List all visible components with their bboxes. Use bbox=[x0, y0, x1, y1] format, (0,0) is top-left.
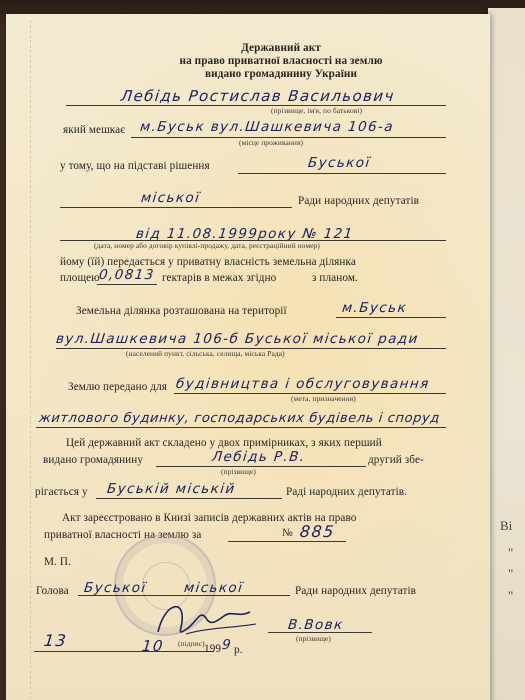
copies-line-1: Цей державний акт складено у двох примірниках, з яких перший bbox=[66, 437, 382, 449]
area-suffix: гектарів в межах згідно bbox=[162, 272, 277, 284]
title-line-2: на право приватної власності на землю bbox=[179, 55, 383, 67]
location-value-2: вул.Шашкевича 106-б Буської міської ради bbox=[55, 331, 420, 347]
decision-line-2 bbox=[60, 207, 292, 208]
date-suffix: р. bbox=[234, 644, 243, 656]
head-council-label: Ради народних депутатів bbox=[295, 585, 417, 597]
residence-caption: (місце проживання) bbox=[239, 138, 304, 147]
state-act-sheet bbox=[6, 14, 490, 700]
decision-line-1 bbox=[238, 173, 446, 174]
area-value: 0,0813 bbox=[98, 267, 156, 283]
purpose-value-2: житлового будинку, господарських будівель і споруд bbox=[38, 411, 441, 426]
location-label: Земельна ділянка розташована на території bbox=[76, 305, 287, 317]
copies-issued-line bbox=[156, 466, 366, 467]
date-line bbox=[34, 651, 214, 652]
signature-caption: (підпис) bbox=[178, 639, 205, 648]
copies-issued-value: Лебідь Р.В. bbox=[211, 449, 307, 465]
title-line-1: Державний акт bbox=[241, 42, 321, 54]
purpose-value-1: будівництва і обслуговування bbox=[175, 376, 431, 392]
title-line-3: видано громадянину України bbox=[205, 68, 357, 80]
area-line bbox=[97, 284, 157, 285]
location-value-1: м.Буськ bbox=[341, 300, 408, 316]
purpose-label: Землю передано для bbox=[68, 381, 168, 393]
surname-caption: (прізвище) bbox=[221, 467, 256, 476]
registration-number: 885 bbox=[299, 522, 336, 541]
location-caption: (населений пункт, сільська, селища, міська Рада) bbox=[126, 349, 285, 358]
transfer-line-1: йому (їй) передається у приватну власність земельна ділянка bbox=[60, 256, 356, 268]
adjacent-fragment: " bbox=[508, 566, 514, 581]
head-label: Голова bbox=[36, 585, 69, 597]
owner-name: Лебідь Ростислав Васильович bbox=[120, 87, 396, 105]
adjacent-fragment: Ві bbox=[500, 518, 513, 533]
residence-value: м.Буськ вул.Шашкевича 106-а bbox=[139, 119, 395, 135]
owner-caption: (прізвище, ім'я, по батькові) bbox=[271, 106, 363, 115]
copies-stored-value: Буській міській bbox=[106, 481, 237, 497]
plan-text: з планом. bbox=[312, 272, 358, 284]
area-prefix: площею bbox=[60, 272, 100, 284]
copies-issued-label: видано громадянину bbox=[43, 454, 144, 466]
location-line-1 bbox=[336, 317, 446, 318]
decision-value-1: Буської bbox=[307, 155, 372, 171]
owner-line bbox=[66, 105, 446, 106]
head-line bbox=[78, 595, 290, 596]
purpose-caption: (мета, призначення) bbox=[291, 394, 356, 403]
date-year-prefix: 199 bbox=[204, 643, 222, 655]
registration-line-1: Акт зареєстровано в Книзі записів державних актів на право bbox=[62, 512, 357, 524]
decision-date-number: від 11.08.1999року № 121 bbox=[135, 226, 355, 242]
copies-stored-tail: Раді народних депутатів. bbox=[286, 486, 408, 498]
date-year-digit: 9 bbox=[221, 637, 233, 653]
registration-line-2: приватної власності на землю за bbox=[44, 529, 202, 541]
head-council-2: міської bbox=[183, 580, 245, 596]
decision-caption: (дата, номер або договір купівлі-продажу, дата, реєстраційний номер) bbox=[94, 241, 320, 250]
registration-number-sign: № bbox=[282, 527, 293, 539]
residence-label: який мешкає bbox=[63, 124, 126, 136]
mp-label: М. П. bbox=[44, 556, 71, 568]
copies-stored-label: рігається у bbox=[35, 486, 88, 498]
council-label: Ради народних депутатів bbox=[298, 195, 420, 207]
decision-value-2: міської bbox=[140, 190, 202, 206]
adjacent-fragment: " bbox=[508, 545, 514, 560]
adjacent-page bbox=[488, 8, 525, 700]
registration-line bbox=[228, 541, 346, 542]
date-month: 10 bbox=[141, 637, 165, 655]
copies-issued-tail: другий збе- bbox=[368, 454, 424, 466]
decision-label: у тому, що на підставі рішення bbox=[60, 160, 210, 172]
date-day: 13 bbox=[43, 631, 69, 650]
copies-stored-line bbox=[96, 498, 282, 499]
signer-line bbox=[268, 632, 372, 633]
adjacent-fragment: " bbox=[508, 588, 514, 603]
name-caption: (прізвище) bbox=[296, 634, 331, 643]
signer-name: В.Вовк bbox=[287, 617, 345, 633]
purpose-line-2 bbox=[36, 427, 446, 428]
head-council-1: Буської bbox=[83, 580, 148, 596]
